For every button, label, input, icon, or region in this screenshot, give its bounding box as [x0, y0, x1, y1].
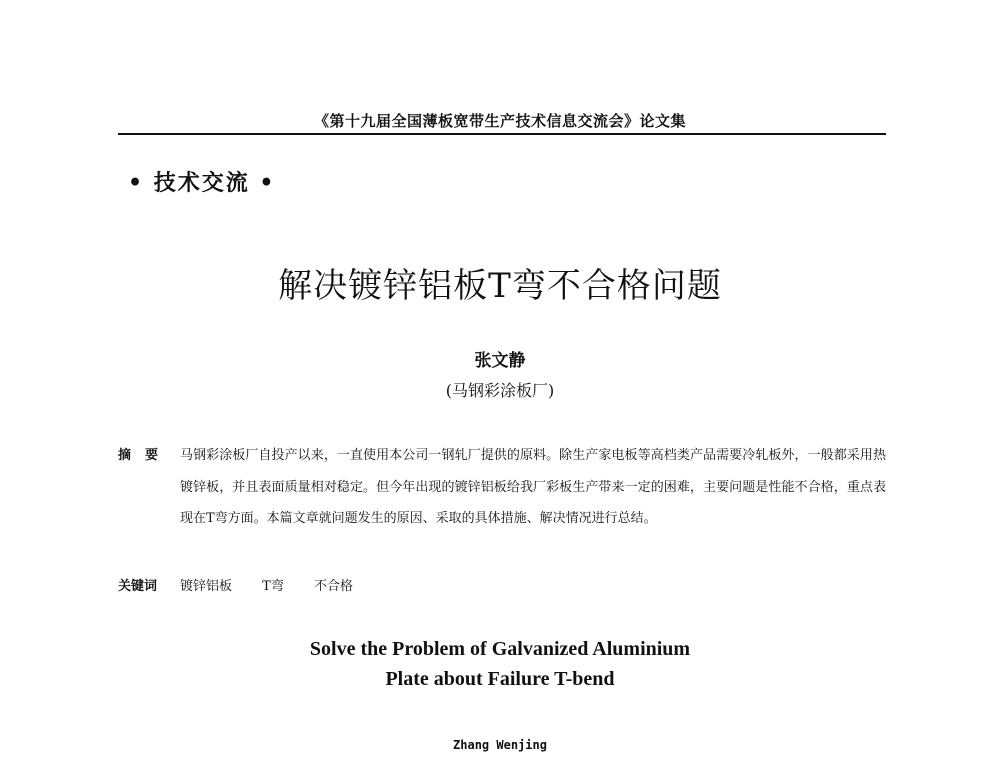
- keyword-item: 不合格: [313, 579, 353, 594]
- keywords-label: 关键词: [118, 579, 158, 594]
- english-author: Zhang Wenjing: [453, 738, 547, 752]
- keyword-item: 镀锌铝板: [180, 579, 233, 594]
- abstract-text: 马钢彩涂板厂自投产以来，一直使用本公司一钢轧厂提供的原料。除生产家电板等高档类产品需要冷轧板外，一般都采用热镀锌板，并且表面质量相对稳定。但今年出现的镀锌铝板给我厂彩板生产带来一定的困难，主要问题是性能不合格，重点表现在T弯方面。本篇文章就问题发生的原因、采取的具体措施、解决情况进行总结。: [180, 448, 886, 526]
- english-title-line-1: Solve the Problem of Galvanized Aluminium: [309, 638, 691, 660]
- keyword-item: T弯: [262, 579, 284, 594]
- abstract-label: 摘要: [118, 448, 173, 463]
- header-rule: [118, 133, 886, 135]
- section-label: • 技术交流 •: [128, 170, 276, 196]
- english-title-line-2: Plate about Failure T-bend: [385, 668, 615, 690]
- article-title: 解决镀锌铝板T弯不合格问题: [278, 266, 722, 306]
- author-name: 张文静: [474, 351, 526, 371]
- author-affiliation: (马钢彩涂板厂): [445, 381, 555, 400]
- running-header: 《第十九届全国薄板宽带生产技术信息交流会》论文集: [313, 112, 686, 130]
- keywords-list: [180, 575, 379, 594]
- english-title: [0, 634, 1000, 694]
